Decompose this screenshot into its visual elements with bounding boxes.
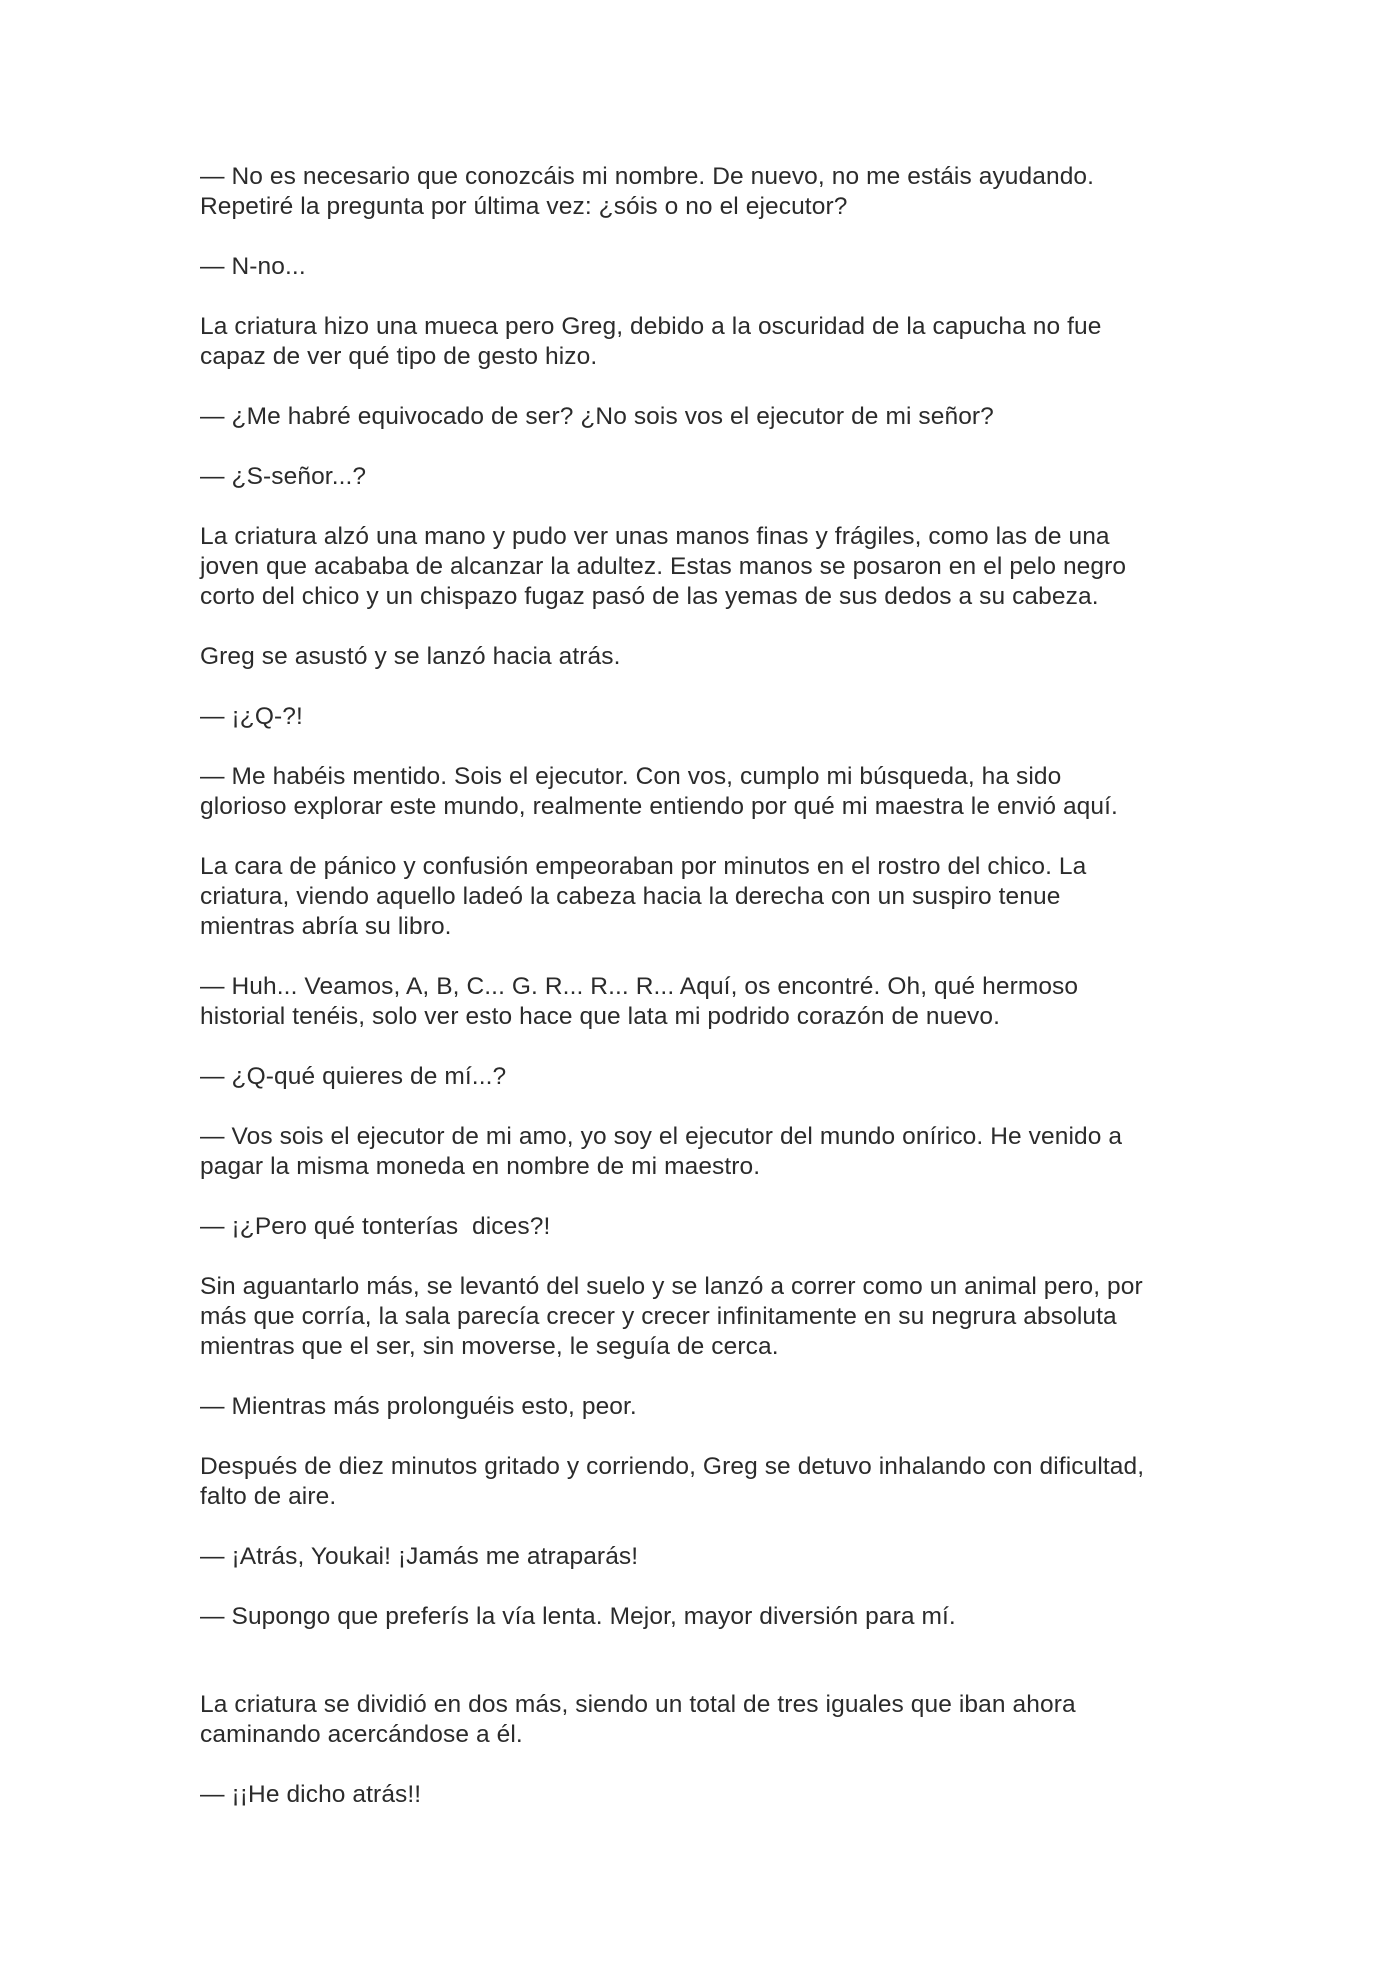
paragraph: La criatura se dividió en dos más, siendo un total de tres iguales que iban ahora caminando acercándose a él. [200,1691,1076,1748]
document-body [200,162,1200,1840]
paragraph: — Me habéis mentido. Sois el ejecutor. Con vos, cumplo mi búsqueda, ha sido glorioso explorar este mundo, realmente entiendo por qué mi maestra le envió aquí. [200,763,1118,820]
paragraph: — ¿Me habré equivocado de ser? ¿No sois vos el ejecutor de mi señor? [200,403,994,430]
paragraph: — Supongo que preferís la vía lenta. Mejor, mayor diversión para mí. [200,1603,956,1630]
paragraph: — ¡¿Q-?! [200,703,303,730]
paragraph: — ¿Q-qué quieres de mí...? [200,1063,507,1090]
paragraph: — ¡¡He dicho atrás!! [200,1781,422,1808]
paragraph: La criatura hizo una mueca pero Greg, debido a la oscuridad de la capucha no fue capaz de ver qué tipo de gesto hizo. [200,313,1102,370]
paragraph: — Vos sois el ejecutor de mi amo, yo soy el ejecutor del mundo onírico. He venido a pagar la misma moneda en nombre de mi maestro. [200,1123,1123,1180]
paragraph: — ¡Atrás, Youkai! ¡Jamás me atraparás! [200,1543,639,1570]
paragraph: Después de diez minutos gritado y corriendo, Greg se detuvo inhalando con dificultad, falto de aire. [200,1453,1145,1510]
paragraph: — No es necesario que conozcáis mi nombre. De nuevo, no me estáis ayudando. Repetiré la pregunta por última vez: ¿sóis o no el ejecutor? [200,163,1095,220]
paragraph: La cara de pánico y confusión empeoraban por minutos en el rostro del chico. La criatura, viendo aquello ladeó la cabeza hacia la derecha con un suspiro tenue mientras abría su libro. [200,853,1087,940]
paragraph: — N-no... [200,253,306,280]
paragraph: Sin aguantarlo más, se levantó del suelo y se lanzó a correr como un animal pero, por más que corría, la sala parecía crecer y crecer infinitamente en su negrura absoluta mientras que el ser, sin moverse, le seguía de cerca. [200,1273,1143,1360]
paragraph: — ¡¿Pero qué tonterías dices?! [200,1213,551,1240]
paragraph: La criatura alzó una mano y pudo ver unas manos finas y frágiles, como las de una joven que acababa de alcanzar la adultez. Estas manos se posaron en el pelo negro corto del chico y un chispazo fugaz pasó de las yemas de sus dedos a su cabeza. [200,523,1127,610]
paragraph: — Huh... Veamos, A, B, C... G. R... R... R... Aquí, os encontré. Oh, qué hermoso historial tenéis, solo ver esto hace que lata mi podrido corazón de nuevo. [200,973,1079,1030]
paragraph: — ¿S-señor...? [200,463,367,490]
paragraph: — Mientras más prolonguéis esto, peor. [200,1393,637,1420]
paragraph: Greg se asustó y se lanzó hacia atrás. [200,643,621,670]
